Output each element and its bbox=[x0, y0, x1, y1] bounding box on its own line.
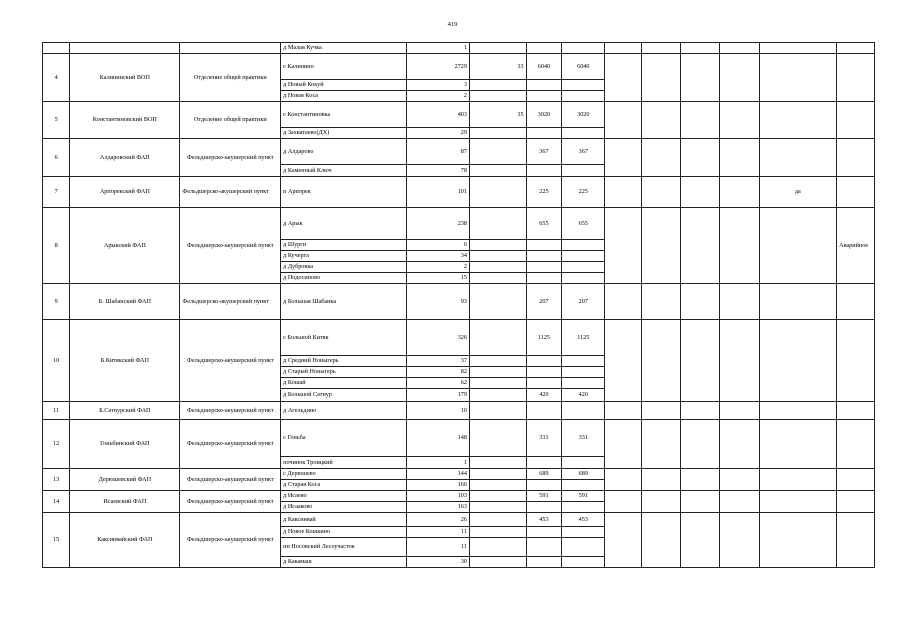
table-cell bbox=[605, 491, 642, 513]
table-cell bbox=[526, 165, 562, 177]
table-cell: 62 bbox=[407, 378, 470, 389]
table-cell: 326 bbox=[407, 320, 470, 356]
table-cell bbox=[526, 457, 562, 469]
table-cell: 10 bbox=[43, 320, 70, 402]
table-cell: 225 bbox=[562, 177, 605, 208]
table-cell: д Подосиново bbox=[281, 273, 407, 284]
table-cell: 591 bbox=[526, 491, 562, 502]
table-cell: Фельдшерско-акушерский пункт bbox=[180, 284, 281, 320]
table-cell bbox=[837, 43, 875, 54]
table-cell: д Средний Ноныгерь bbox=[281, 356, 407, 367]
table-cell bbox=[469, 139, 526, 165]
table-cell bbox=[562, 402, 605, 420]
table-body bbox=[43, 43, 875, 568]
table-cell bbox=[837, 102, 875, 139]
table-cell bbox=[759, 102, 837, 139]
table-cell: 1 bbox=[407, 43, 470, 54]
table-cell bbox=[469, 420, 526, 457]
table-cell: 2729 bbox=[407, 54, 470, 80]
table-cell bbox=[562, 240, 605, 251]
table-cell bbox=[719, 43, 759, 54]
table-cell: д Шурги bbox=[281, 240, 407, 251]
table-cell bbox=[642, 102, 681, 139]
table-cell: 689 bbox=[526, 469, 562, 480]
table-row bbox=[43, 320, 875, 356]
table-cell bbox=[43, 43, 70, 54]
table-cell bbox=[469, 320, 526, 356]
table-cell bbox=[680, 43, 719, 54]
table-cell: Исаевский ФАП bbox=[70, 491, 180, 513]
table-cell bbox=[526, 502, 562, 513]
table-cell: 9 bbox=[43, 284, 70, 320]
table-cell: 591 bbox=[562, 491, 605, 502]
table-cell: с Гоньба bbox=[281, 420, 407, 457]
table-cell bbox=[469, 208, 526, 240]
table-cell: 420 bbox=[562, 389, 605, 402]
table-cell: Арпорекский ФАП bbox=[70, 177, 180, 208]
table-cell: 453 bbox=[526, 513, 562, 527]
table-cell: 179 bbox=[407, 389, 470, 402]
table-cell bbox=[837, 469, 875, 491]
table-cell bbox=[642, 284, 681, 320]
table-cell bbox=[469, 469, 526, 480]
table-cell bbox=[837, 491, 875, 513]
table-cell: д Большой Сатнур bbox=[281, 389, 407, 402]
table-cell bbox=[562, 262, 605, 273]
table-cell bbox=[642, 54, 681, 102]
table-cell: с Константиновка bbox=[281, 102, 407, 128]
table-cell: 3020 bbox=[562, 102, 605, 128]
table-cell: 29 bbox=[407, 128, 470, 139]
table-cell bbox=[526, 402, 562, 420]
table-cell: д Дубровка bbox=[281, 262, 407, 273]
table-cell bbox=[719, 139, 759, 177]
table-cell bbox=[605, 43, 642, 54]
table-cell: 453 bbox=[562, 513, 605, 527]
table-cell: с Калинино bbox=[281, 54, 407, 80]
table-cell bbox=[526, 262, 562, 273]
table-cell bbox=[562, 128, 605, 139]
table-cell: 101 bbox=[407, 177, 470, 208]
table-cell bbox=[680, 320, 719, 402]
table-cell: д Захватаево(ДХ) bbox=[281, 128, 407, 139]
table-cell bbox=[469, 80, 526, 91]
table-cell bbox=[562, 91, 605, 102]
table-cell: 367 bbox=[526, 139, 562, 165]
table-cell bbox=[605, 402, 642, 420]
table-cell bbox=[605, 469, 642, 491]
table-cell: 163 bbox=[407, 502, 470, 513]
table-cell bbox=[562, 273, 605, 284]
table-cell bbox=[469, 527, 526, 538]
table-cell: 1125 bbox=[526, 320, 562, 356]
table-cell bbox=[469, 128, 526, 139]
table-cell bbox=[719, 491, 759, 513]
table-cell: д Каксинвай bbox=[281, 513, 407, 527]
table-cell bbox=[837, 420, 875, 469]
table-cell: починок Троицкий bbox=[281, 457, 407, 469]
table-cell bbox=[469, 557, 526, 568]
table-cell bbox=[469, 251, 526, 262]
table-cell: д Малая Кучка bbox=[281, 43, 407, 54]
table-cell: д Арык bbox=[281, 208, 407, 240]
table-cell: 6040 bbox=[526, 54, 562, 80]
table-cell bbox=[759, 54, 837, 102]
table-cell bbox=[562, 80, 605, 91]
table-cell: д Большая Шабанка bbox=[281, 284, 407, 320]
table-cell bbox=[526, 43, 562, 54]
table-cell bbox=[759, 469, 837, 491]
table-cell bbox=[526, 80, 562, 91]
table-cell: д Новый Кокуй bbox=[281, 80, 407, 91]
table-cell: 207 bbox=[526, 284, 562, 320]
table-cell bbox=[680, 513, 719, 568]
table-row bbox=[43, 491, 875, 502]
table-cell: 11 bbox=[407, 527, 470, 538]
table-cell: д Новая Коса bbox=[281, 91, 407, 102]
table-cell bbox=[680, 491, 719, 513]
table-cell: 11 bbox=[43, 402, 70, 420]
table-cell: д Алдарово bbox=[281, 139, 407, 165]
table-cell: Отделение общей практики bbox=[180, 54, 281, 102]
table-cell bbox=[642, 320, 681, 402]
table-cell: п Арпорек bbox=[281, 177, 407, 208]
table-cell: Алдаровский ФАП bbox=[70, 139, 180, 177]
table-cell bbox=[605, 139, 642, 177]
table-cell: Дерюшевский ФАП bbox=[70, 469, 180, 491]
table-cell: 34 bbox=[407, 251, 470, 262]
table-cell bbox=[605, 177, 642, 208]
table-cell bbox=[469, 273, 526, 284]
table-cell bbox=[469, 389, 526, 402]
table-cell bbox=[719, 513, 759, 568]
table-row bbox=[43, 420, 875, 457]
table-cell: Б. Шабанский ФАП bbox=[70, 284, 180, 320]
table-cell: 331 bbox=[562, 420, 605, 457]
table-cell bbox=[526, 480, 562, 491]
table-cell: 15 bbox=[407, 273, 470, 284]
table-cell bbox=[562, 480, 605, 491]
table-cell bbox=[680, 402, 719, 420]
table-cell: 4 bbox=[43, 54, 70, 102]
table-cell bbox=[180, 43, 281, 54]
table-cell: 6 bbox=[407, 240, 470, 251]
table-cell: 11 bbox=[407, 538, 470, 557]
table-cell bbox=[526, 273, 562, 284]
table-cell: 30 bbox=[407, 557, 470, 568]
table-cell: 144 bbox=[407, 469, 470, 480]
table-cell: 8 bbox=[43, 208, 70, 284]
table-cell: Фельдшерско-акушерский пункт bbox=[180, 513, 281, 568]
table-cell: 7 bbox=[43, 177, 70, 208]
table-cell: 3 bbox=[407, 80, 470, 91]
table-cell bbox=[759, 491, 837, 513]
table-cell: Фельдшерско-акушерский пункт bbox=[180, 177, 281, 208]
table-cell bbox=[759, 513, 837, 568]
table-cell: 655 bbox=[562, 208, 605, 240]
table-cell bbox=[719, 177, 759, 208]
table-cell: д Исаево bbox=[281, 491, 407, 502]
table-cell bbox=[562, 367, 605, 378]
table-cell: д Старый Ноныгерь bbox=[281, 367, 407, 378]
page-number: 419 bbox=[447, 21, 458, 28]
table-cell: 14 bbox=[43, 491, 70, 513]
table-cell bbox=[469, 262, 526, 273]
facilities-table bbox=[42, 42, 875, 568]
table-cell: 1 bbox=[407, 457, 470, 469]
table-cell: д Кошай bbox=[281, 378, 407, 389]
table-cell: Фельдшерско-акушерский пункт bbox=[180, 469, 281, 491]
table-cell: 238 bbox=[407, 208, 470, 240]
table-cell bbox=[469, 356, 526, 367]
table-cell: Аварийное bbox=[837, 208, 875, 284]
table-cell bbox=[642, 177, 681, 208]
table-cell bbox=[759, 420, 837, 469]
table-cell: 1125 bbox=[562, 320, 605, 356]
table-cell bbox=[719, 208, 759, 284]
table-cell: 3020 bbox=[526, 102, 562, 128]
table-cell bbox=[719, 402, 759, 420]
table-row bbox=[43, 469, 875, 480]
table-cell bbox=[562, 538, 605, 557]
table-cell bbox=[837, 284, 875, 320]
table-cell bbox=[605, 513, 642, 568]
table-cell: Фельдшерско-акушерский пункт bbox=[180, 320, 281, 402]
table-cell bbox=[526, 356, 562, 367]
table-cell: Фельдшерско-акушерский пункт bbox=[180, 420, 281, 469]
table-cell bbox=[719, 420, 759, 469]
table-row bbox=[43, 54, 875, 80]
table-cell: 6040 bbox=[562, 54, 605, 80]
table-cell bbox=[605, 284, 642, 320]
table-cell: 6 bbox=[43, 139, 70, 177]
table-cell bbox=[562, 165, 605, 177]
table-cell bbox=[680, 469, 719, 491]
table-cell: 37 bbox=[407, 356, 470, 367]
table-cell: 33 bbox=[469, 54, 526, 80]
table-cell: Арыкский ФАП bbox=[70, 208, 180, 284]
table-cell: 166 bbox=[407, 480, 470, 491]
table-cell bbox=[469, 378, 526, 389]
table-cell bbox=[759, 43, 837, 54]
table-cell bbox=[642, 491, 681, 513]
table-cell bbox=[759, 320, 837, 402]
table-cell bbox=[469, 284, 526, 320]
table-cell bbox=[680, 139, 719, 177]
table-row bbox=[43, 177, 875, 208]
table-cell bbox=[759, 208, 837, 284]
table-cell: 655 bbox=[526, 208, 562, 240]
table-cell: д Исааково bbox=[281, 502, 407, 513]
table-cell bbox=[837, 139, 875, 177]
table-cell bbox=[837, 402, 875, 420]
table-cell: Отделение общей практики bbox=[180, 102, 281, 139]
table-cell bbox=[469, 165, 526, 177]
table-cell bbox=[759, 284, 837, 320]
table-cell bbox=[837, 320, 875, 402]
table-cell bbox=[642, 139, 681, 177]
table-cell: д Старая Коса bbox=[281, 480, 407, 491]
table-cell bbox=[605, 102, 642, 139]
table-cell: 82 bbox=[407, 367, 470, 378]
table-row bbox=[43, 139, 875, 165]
table-cell: Гоньбинский ФАП bbox=[70, 420, 180, 469]
table-cell bbox=[526, 251, 562, 262]
table-cell bbox=[469, 480, 526, 491]
table-cell bbox=[562, 356, 605, 367]
table-cell: Б.Сатнурский ФАП bbox=[70, 402, 180, 420]
table-cell bbox=[837, 513, 875, 568]
table-cell: нп Носовский Лесоучасток bbox=[281, 538, 407, 557]
table-cell: 2 bbox=[407, 91, 470, 102]
table-cell: с Большой Китяк bbox=[281, 320, 407, 356]
table-cell bbox=[526, 367, 562, 378]
table-cell bbox=[70, 43, 180, 54]
table-cell: с Дерюшево bbox=[281, 469, 407, 480]
table-cell bbox=[719, 320, 759, 402]
table-cell: 367 bbox=[562, 139, 605, 165]
table-cell: 13 bbox=[43, 469, 70, 491]
table-cell bbox=[642, 513, 681, 568]
table-cell: д Кучерга bbox=[281, 251, 407, 262]
table-cell bbox=[642, 208, 681, 284]
table-cell: 35 bbox=[469, 102, 526, 128]
table-cell: 5 bbox=[43, 102, 70, 139]
table-cell bbox=[642, 43, 681, 54]
table-cell bbox=[680, 177, 719, 208]
table-cell bbox=[526, 128, 562, 139]
table-cell: Калининский ВОП bbox=[70, 54, 180, 102]
table-cell: Б.Китякский ФАП bbox=[70, 320, 180, 402]
table-cell: Константиновский ВОП bbox=[70, 102, 180, 139]
table-cell bbox=[642, 420, 681, 469]
table-cell bbox=[759, 402, 837, 420]
table-cell bbox=[469, 538, 526, 557]
table-cell bbox=[469, 91, 526, 102]
table-cell: Каксинвайский ФАП bbox=[70, 513, 180, 568]
table-cell: 225 bbox=[526, 177, 562, 208]
table-cell bbox=[680, 54, 719, 102]
table-row bbox=[43, 102, 875, 128]
table-cell: 403 bbox=[407, 102, 470, 128]
table-cell: Фельдшерско-акушерский пункт bbox=[180, 491, 281, 513]
table-cell bbox=[562, 557, 605, 568]
table-cell bbox=[642, 469, 681, 491]
table-cell: 26 bbox=[407, 513, 470, 527]
table-cell bbox=[469, 513, 526, 527]
table-cell bbox=[562, 43, 605, 54]
table-cell bbox=[719, 102, 759, 139]
table-cell bbox=[642, 402, 681, 420]
table-cell bbox=[469, 402, 526, 420]
table-cell: д Какамаш bbox=[281, 557, 407, 568]
table-cell: 331 bbox=[526, 420, 562, 457]
table-cell: 15 bbox=[43, 513, 70, 568]
table-cell: 420 bbox=[526, 389, 562, 402]
table-row bbox=[43, 402, 875, 420]
table-cell: 78 bbox=[407, 165, 470, 177]
table-cell bbox=[469, 457, 526, 469]
table-row bbox=[43, 208, 875, 240]
table-cell bbox=[562, 457, 605, 469]
table-cell bbox=[526, 527, 562, 538]
table-cell bbox=[526, 240, 562, 251]
table-cell bbox=[719, 54, 759, 102]
table-row bbox=[43, 284, 875, 320]
table-cell: 207 bbox=[562, 284, 605, 320]
table-cell bbox=[526, 378, 562, 389]
table-cell: 103 bbox=[407, 491, 470, 502]
table-cell: д Каменный Ключ bbox=[281, 165, 407, 177]
table-cell bbox=[562, 527, 605, 538]
table-cell bbox=[469, 43, 526, 54]
table-cell: 12 bbox=[43, 420, 70, 469]
table-cell bbox=[562, 251, 605, 262]
table-cell bbox=[605, 320, 642, 402]
table-cell: д Агельдино bbox=[281, 402, 407, 420]
table-cell bbox=[719, 469, 759, 491]
table-cell: Фельдшерско-акушерский пункт bbox=[180, 208, 281, 284]
table-row bbox=[43, 43, 875, 54]
table-cell bbox=[680, 284, 719, 320]
table-cell: 93 bbox=[407, 284, 470, 320]
table-cell: 689 bbox=[562, 469, 605, 480]
table-cell bbox=[469, 240, 526, 251]
table-cell: да bbox=[759, 177, 837, 208]
table-cell bbox=[605, 54, 642, 102]
table-cell bbox=[605, 208, 642, 284]
table-cell: д Новое Кошкино bbox=[281, 527, 407, 538]
table-cell bbox=[469, 502, 526, 513]
table-cell bbox=[526, 91, 562, 102]
table-cell bbox=[680, 102, 719, 139]
table-cell bbox=[837, 177, 875, 208]
table-cell bbox=[719, 284, 759, 320]
table-cell bbox=[680, 420, 719, 469]
table-cell bbox=[469, 491, 526, 502]
table-cell bbox=[837, 54, 875, 102]
table-cell bbox=[605, 420, 642, 469]
table-cell: 148 bbox=[407, 420, 470, 457]
table-cell bbox=[680, 208, 719, 284]
table-cell bbox=[562, 502, 605, 513]
table-cell bbox=[526, 557, 562, 568]
table-cell bbox=[526, 538, 562, 557]
table-cell bbox=[562, 378, 605, 389]
table-cell: Фельдшерско-акушерский пункт bbox=[180, 139, 281, 177]
table-row bbox=[43, 513, 875, 527]
table-cell: 2 bbox=[407, 262, 470, 273]
table-cell: Фельдшерско-акушерский пункт bbox=[180, 402, 281, 420]
table-cell bbox=[469, 367, 526, 378]
table-cell bbox=[759, 139, 837, 177]
table-cell: 10 bbox=[407, 402, 470, 420]
table-cell bbox=[469, 177, 526, 208]
table-cell: 87 bbox=[407, 139, 470, 165]
